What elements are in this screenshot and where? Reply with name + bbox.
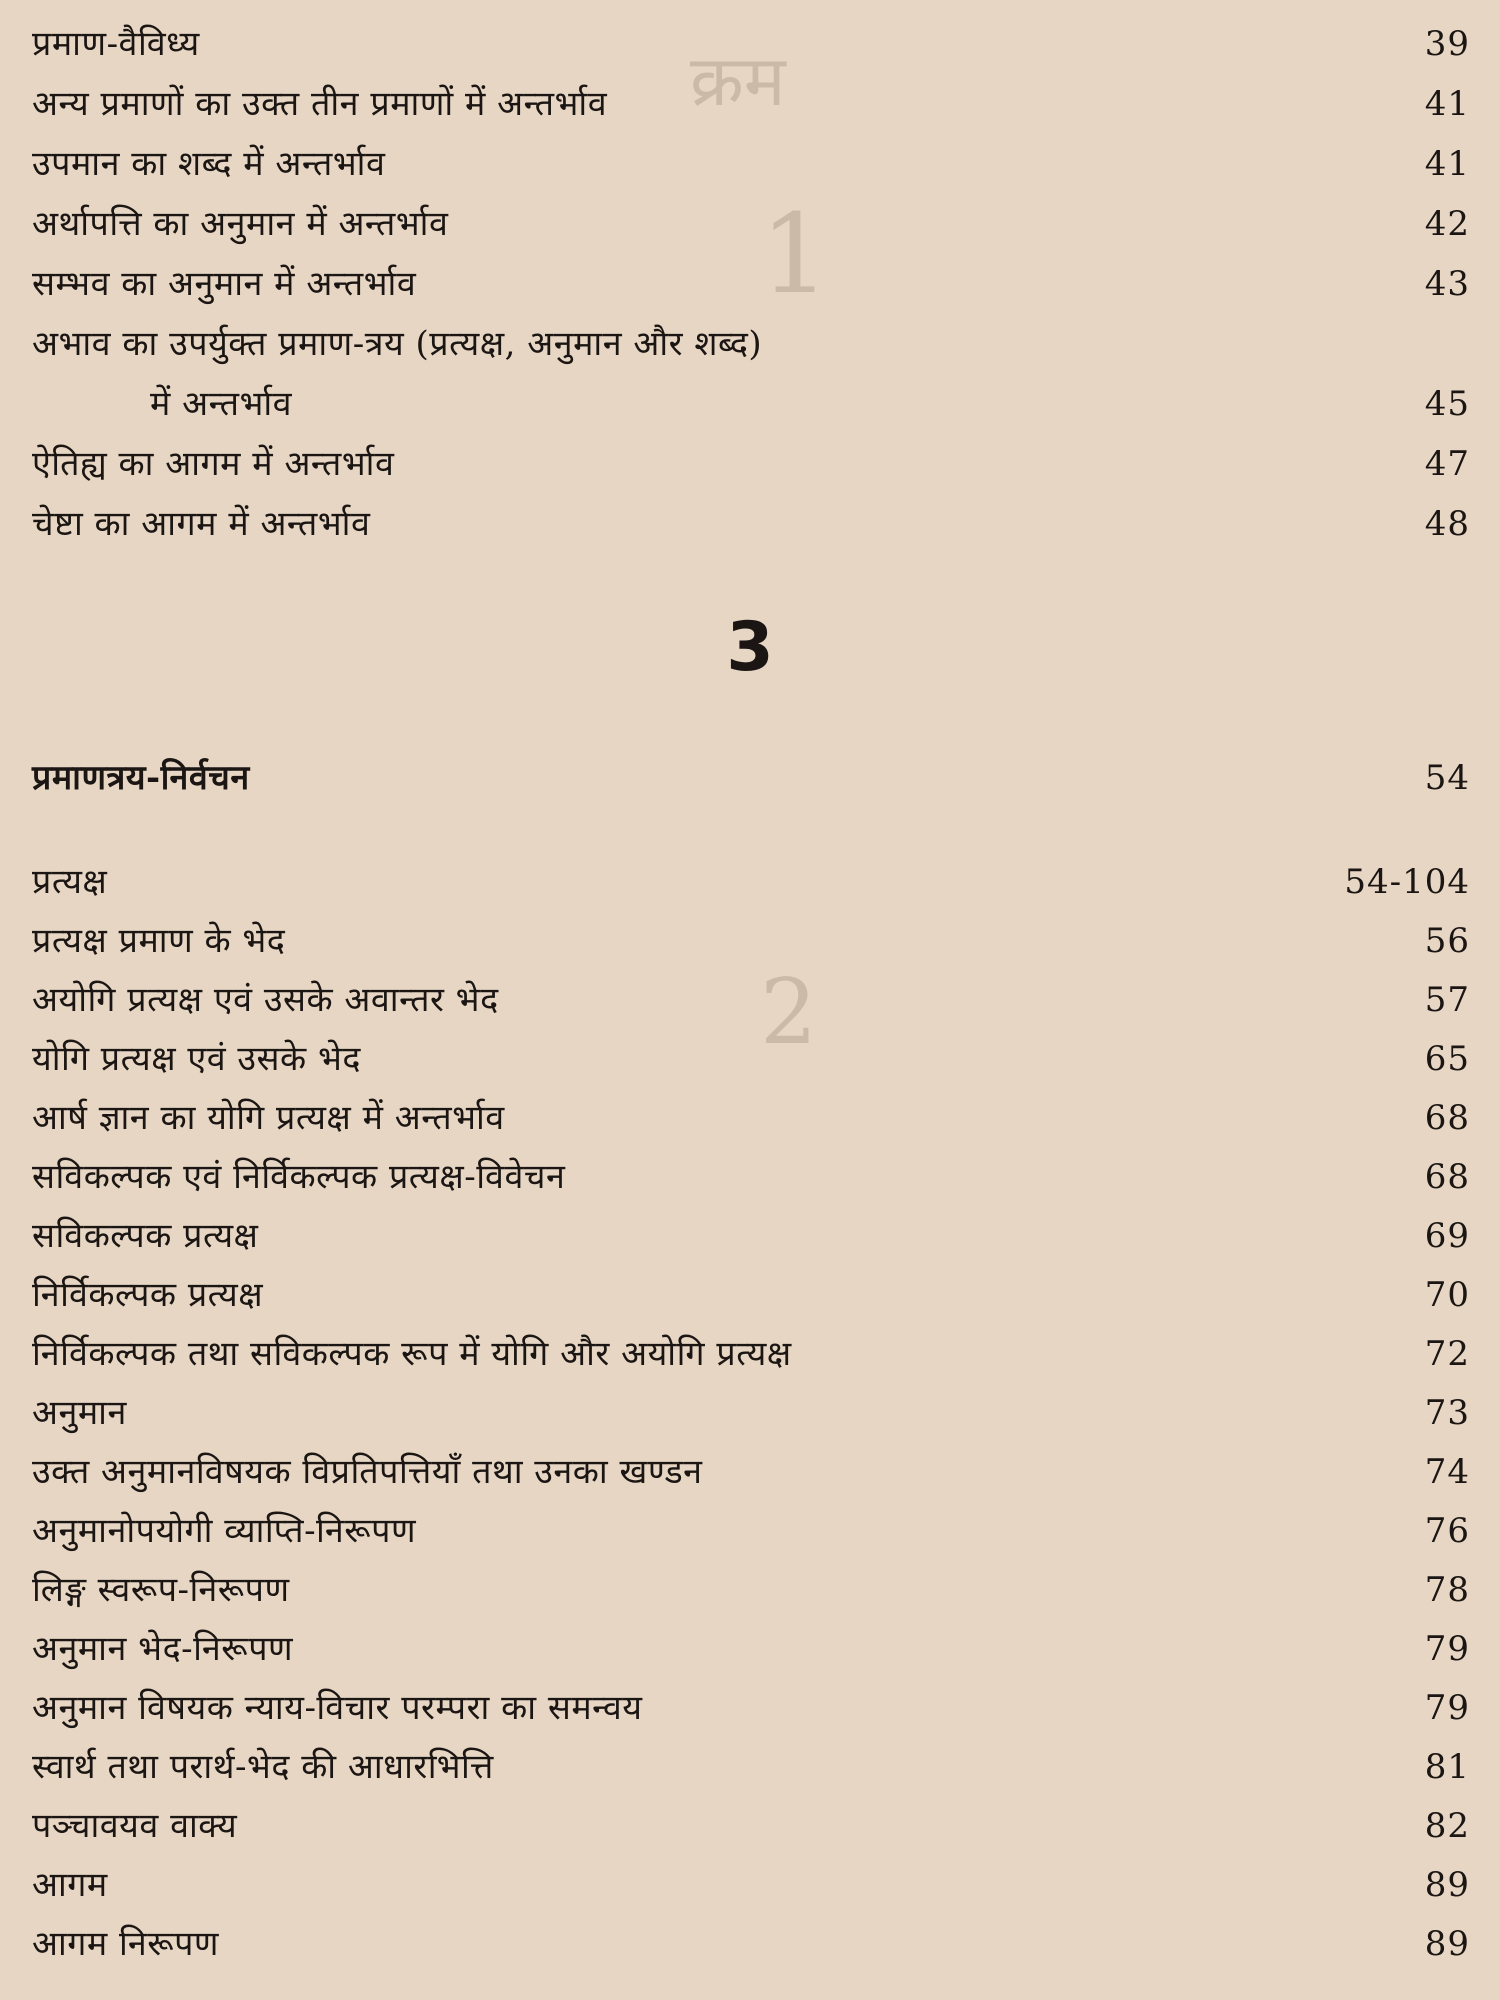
entry-title: आगम: [32, 1865, 108, 1905]
toc-entry: [0, 194, 1500, 254]
entry-title: अनुमान: [32, 1393, 127, 1433]
toc-entry: [0, 1678, 1500, 1738]
section-heading-page: 54: [1424, 758, 1470, 798]
entry-title: पञ्चावयव वाक्य: [32, 1806, 238, 1846]
entry-page: 89: [1424, 1924, 1470, 1964]
section-heading-title: प्रमाणत्रय-निर्वचन: [32, 758, 250, 798]
toc-entry: [0, 254, 1500, 314]
entry-title: प्रमाण-वैविध्य: [32, 24, 200, 64]
entry-title: आगम निरूपण: [32, 1924, 220, 1964]
toc-entry: [0, 911, 1500, 971]
entry-page: 45: [1424, 384, 1470, 424]
entry-page: 65: [1424, 1039, 1470, 1079]
entry-title: सविकल्पक एवं निर्विकल्पक प्रत्यक्ष-विवेचन: [32, 1157, 566, 1197]
entry-title: अन्य प्रमाणों का उक्त तीन प्रमाणों में अन्तर्भाव: [32, 84, 608, 124]
toc-entry: [0, 1265, 1500, 1325]
entry-title: अभाव का उपर्युक्त प्रमाण-त्रय (प्रत्यक्ष, अनुमान और शब्द): [32, 324, 763, 364]
entry-title: अनुमान भेद-निरूपण: [32, 1629, 294, 1669]
toc-entry: [0, 314, 1500, 374]
entry-page: 78: [1424, 1570, 1470, 1610]
toc-entry: [0, 1914, 1500, 1974]
toc-entry: [0, 1619, 1500, 1679]
entry-page: 70: [1424, 1275, 1470, 1315]
entry-page: 41: [1424, 84, 1470, 124]
toc-entry: [0, 1796, 1500, 1856]
entry-title: चेष्टा का आगम में अन्तर्भाव: [32, 504, 371, 544]
entry-page: 79: [1424, 1629, 1470, 1669]
entry-page: 41: [1424, 144, 1470, 184]
bleed-through-numeral-2: 2: [760, 960, 818, 1065]
toc-entry: [0, 852, 1500, 912]
entry-page: 79: [1424, 1688, 1470, 1728]
entry-title: अयोगि प्रत्यक्ष एवं उसके अवान्तर भेद: [32, 980, 499, 1020]
toc-entry: [0, 1501, 1500, 1561]
entry-title: प्रत्यक्ष प्रमाण के भेद: [32, 921, 286, 961]
entry-title: स्वार्थ तथा परार्थ-भेद की आधारभित्ति: [32, 1747, 494, 1787]
toc-entry: [0, 970, 1500, 1030]
entry-title: निर्विकल्पक तथा सविकल्पक रूप में योगि और अयोगि प्रत्यक्ष: [32, 1334, 792, 1374]
entry-title: में अन्तर्भाव: [150, 384, 293, 424]
entry-page: 76: [1424, 1511, 1470, 1551]
entry-page: 81: [1424, 1747, 1470, 1787]
entry-title: निर्विकल्पक प्रत्यक्ष: [32, 1275, 264, 1315]
entry-page: 74: [1424, 1452, 1470, 1492]
toc-entry: [0, 134, 1500, 194]
entry-title: सविकल्पक प्रत्यक्ष: [32, 1216, 259, 1256]
entry-page: 47: [1424, 444, 1470, 484]
toc-entry: [0, 1383, 1500, 1443]
toc-entry: [0, 434, 1500, 494]
entry-title: प्रत्यक्ष: [32, 862, 108, 902]
entry-title: ऐतिह्य का आगम में अन्तर्भाव: [32, 444, 395, 484]
entry-page: 69: [1424, 1216, 1470, 1256]
toc-entry: [0, 1206, 1500, 1266]
toc-entry: [0, 1737, 1500, 1797]
entry-page: 72: [1424, 1334, 1470, 1374]
entry-page: 42: [1424, 204, 1470, 244]
entry-title: अर्थापत्ति का अनुमान में अन्तर्भाव: [32, 204, 449, 244]
bleed-through-chapter-mark: क्रम: [690, 40, 786, 122]
toc-entry: [0, 1088, 1500, 1148]
entry-title: अनुमानोपयोगी व्याप्ति-निरूपण: [32, 1511, 417, 1551]
entry-page: 68: [1424, 1098, 1470, 1138]
toc-entry: [0, 374, 1500, 434]
toc-entry: [0, 1324, 1500, 1384]
toc-entry: [0, 1147, 1500, 1207]
entry-title: अनुमान विषयक न्याय-विचार परम्परा का समन्वय: [32, 1688, 643, 1728]
entry-page: 39: [1424, 24, 1470, 64]
chapter-number: 3: [726, 608, 774, 687]
entry-title: सम्भव का अनुमान में अन्तर्भाव: [32, 264, 417, 304]
entry-page: 56: [1424, 921, 1470, 961]
entry-title: उक्त अनुमानविषयक विप्रतिपत्तियाँ तथा उनका खण्डन: [32, 1452, 703, 1492]
toc-entry: [0, 1442, 1500, 1502]
entry-title: योगि प्रत्यक्ष एवं उसके भेद: [32, 1039, 361, 1079]
entry-page: 57: [1424, 980, 1470, 1020]
bleed-through-numeral-1: 1: [760, 190, 830, 318]
entry-page: 89: [1424, 1865, 1470, 1905]
entry-title: लिङ्ग स्वरूप-निरूपण: [32, 1570, 290, 1610]
toc-entry: [0, 14, 1500, 74]
toc-entry: [0, 1560, 1500, 1620]
entry-page: 73: [1424, 1393, 1470, 1433]
entry-page: 82: [1424, 1806, 1470, 1846]
toc-entry: [0, 494, 1500, 554]
entry-title: उपमान का शब्द में अन्तर्भाव: [32, 144, 386, 184]
toc-entry: [0, 1029, 1500, 1089]
section-heading: [0, 748, 1500, 808]
toc-entry: [0, 74, 1500, 134]
entry-page: 48: [1424, 504, 1470, 544]
entry-page: 54-104: [1344, 862, 1470, 902]
entry-page: 68: [1424, 1157, 1470, 1197]
entry-title: आर्ष ज्ञान का योगि प्रत्यक्ष में अन्तर्भाव: [32, 1098, 505, 1138]
entry-page: 43: [1424, 264, 1470, 304]
toc-entry: [0, 1855, 1500, 1915]
